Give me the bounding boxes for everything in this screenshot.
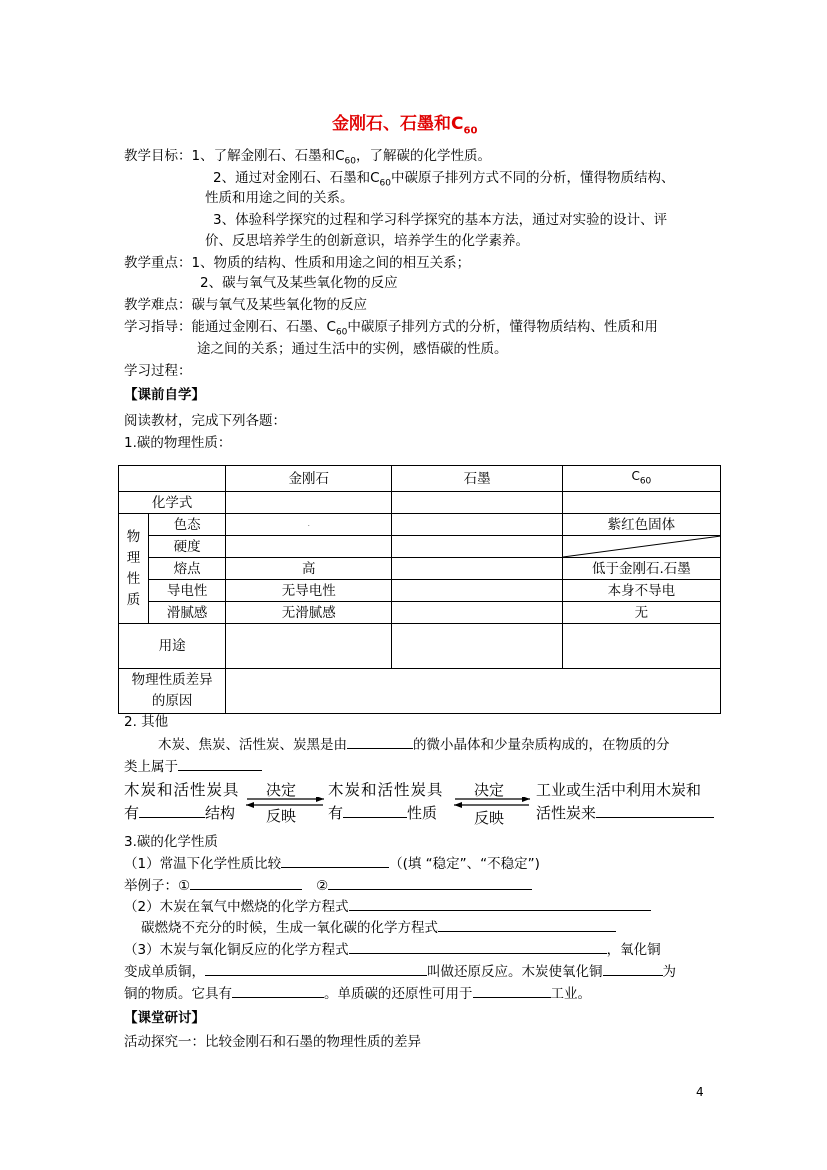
table-header-row xyxy=(119,466,721,492)
cell-diamond[interactable]: . xyxy=(226,514,392,536)
question-3-s2a: （2）木炭在氧气中燃烧的化学方程式 xyxy=(124,896,651,917)
question-2-line-2: 类上属于 xyxy=(124,756,262,777)
physical-properties-table xyxy=(118,465,721,714)
cell-blank[interactable] xyxy=(392,624,562,669)
row-label: 硬度 xyxy=(149,536,226,558)
blank-field[interactable] xyxy=(349,939,607,954)
table-row-color xyxy=(119,514,721,536)
keypoints-line-2: 2、碳与氧气及某些氧化物的反应 xyxy=(200,275,398,291)
question-3-s3c: 变成单质铜， 叫做还原反应。木炭使氧化铜 为 xyxy=(124,961,676,982)
question-3-examples: 举例子：① ② xyxy=(124,875,532,896)
cell-c60: 本身不导电 xyxy=(562,580,720,602)
label-decide-2: 决定 xyxy=(474,781,505,799)
cell-graphite[interactable] xyxy=(392,558,562,580)
blank-field[interactable] xyxy=(603,961,663,976)
cell-c60-struck xyxy=(562,536,720,558)
objectives-line-2: 2、通过对金刚石、石墨和$C_{60}$中碳原子排列方式不同的分析，懂得物质结构、 xyxy=(213,170,675,189)
table-row-slipperiness xyxy=(119,602,721,624)
keypoints-line-1: 教学重点：1、物质的结构、性质和用途之间的相互关系； xyxy=(124,255,471,271)
blank-field[interactable] xyxy=(343,803,407,818)
cell-blank[interactable] xyxy=(562,624,720,669)
header-diamond: 金刚石 xyxy=(226,466,392,492)
blank-field[interactable] xyxy=(347,734,413,749)
cell-blank[interactable] xyxy=(226,624,392,669)
cell-blank[interactable] xyxy=(392,492,562,514)
row-label-reason: 物理性质差异 的原因 xyxy=(119,669,226,714)
table-row-melting xyxy=(119,558,721,580)
question-1: 1.碳的物理性质： xyxy=(124,435,232,451)
flow-use-line-2: 活性炭来 xyxy=(536,803,714,823)
cell-graphite[interactable] xyxy=(392,514,562,536)
objectives-line-5: 价、反思培养学生的创新意识，培养学生的化学素养。 xyxy=(205,233,529,249)
table-corner-cell xyxy=(119,466,226,492)
blank-field[interactable] xyxy=(349,896,651,911)
question-3-s2b: 碳燃烧不充分的时候，生成一氧化碳的化学方程式 xyxy=(141,917,616,938)
flow-property-line-1: 木炭和活性炭具 xyxy=(328,781,444,799)
question-2-line-1: 木炭、焦炭、活性炭、炭黑是由 的微小晶体和少量杂质构成的，在物质的分 xyxy=(158,734,670,755)
cell-c60: 低于金刚石.石墨 xyxy=(562,558,720,580)
cell-graphite[interactable] xyxy=(392,536,562,558)
process-label: 学习过程： xyxy=(124,363,192,379)
blank-field[interactable] xyxy=(328,875,532,890)
question-3-s3f: 铜的物质。它具有 。单质碳的还原性可用于 工业。 xyxy=(124,983,591,1004)
flow-structure-line-1: 木炭和活性炭具 xyxy=(124,781,240,799)
label-decide-1: 决定 xyxy=(266,781,297,799)
blank-field[interactable] xyxy=(205,961,427,976)
blank-field[interactable] xyxy=(190,875,302,890)
section-self-study: 【课前自学】 xyxy=(124,387,205,403)
guidance-line-1: 学习指导：能通过金刚石、石墨、$C_{60}$中碳原子排列方式的分析，懂得物质结构、性质和用 xyxy=(124,319,658,338)
table-row-conductivity xyxy=(119,580,721,602)
guidance-line-2: 途之间的关系；通过生活中的实例，感悟碳的性质。 xyxy=(197,341,508,357)
objectives-line-1: 教学目标：1、了解金刚石、石墨和$C_{60}$，了解碳的化学性质。 xyxy=(124,148,491,167)
label-reflect-1: 反映 xyxy=(266,807,297,825)
flow-use-line-1: 工业或生活中利用木炭和 xyxy=(536,781,702,799)
row-label: 熔点 xyxy=(149,558,226,580)
cell-blank[interactable] xyxy=(562,492,720,514)
reading-instruction: 阅读教材，完成下列各题： xyxy=(124,413,286,429)
blank-field[interactable] xyxy=(281,853,389,868)
cell-c60: 无 xyxy=(562,602,720,624)
cell-diamond: 高 xyxy=(226,558,392,580)
row-label: 导电性 xyxy=(149,580,226,602)
cell-diamond: 无滑腻感 xyxy=(226,602,392,624)
table-row-use xyxy=(119,624,721,669)
table-row-hardness xyxy=(119,536,721,558)
header-graphite: 石墨 xyxy=(392,466,562,492)
blank-field[interactable] xyxy=(596,803,714,818)
question-2-label: 2. 其他 xyxy=(124,714,169,730)
cell-blank[interactable] xyxy=(226,492,392,514)
row-label-use: 用途 xyxy=(119,624,226,669)
label-reflect-2: 反映 xyxy=(474,809,505,827)
table-row-formula xyxy=(119,492,721,514)
flow-property-line-2: 有 性质 xyxy=(328,804,438,822)
cell-diamond: 无导电性 xyxy=(226,580,392,602)
activity-1: 活动探究一：比较金刚石和石墨的物理性质的差异 xyxy=(124,1034,421,1050)
row-label-formula: 化学式 xyxy=(119,492,226,514)
flow-structure-line-2: 有 结构 xyxy=(124,804,236,822)
objectives-line-4: 3、体验科学探究的过程和学习科学探究的基本方法，通过对实验的设计、评 xyxy=(213,212,668,228)
cell-graphite[interactable] xyxy=(392,602,562,624)
question-3-s3a: （3）木炭与氧化铜反应的化学方程式 ，氧化铜 xyxy=(124,939,661,960)
cell-blank-reason[interactable] xyxy=(226,669,721,714)
question-3-s1: （1）常温下化学性质比较 （(填 “稳定”、“不稳定”) xyxy=(124,853,540,874)
blank-field[interactable] xyxy=(438,917,616,932)
section-classroom-study: 【课堂研讨】 xyxy=(124,1010,205,1026)
row-label: 滑腻感 xyxy=(149,602,226,624)
page-title: 金刚石、石墨和$C_{60}$ xyxy=(332,114,478,137)
header-c60: $C_{60}$ xyxy=(562,466,720,492)
cell-c60: 紫红色固体 xyxy=(562,514,720,536)
diagonal-strike-line xyxy=(563,536,721,557)
blank-field[interactable] xyxy=(232,983,324,998)
blank-field[interactable] xyxy=(139,803,205,818)
question-3-label: 3.碳的化学性质 xyxy=(124,834,218,850)
difficulty-line: 教学难点：碳与氧气及某些氧化物的反应 xyxy=(124,297,367,313)
row-label: 色态 xyxy=(149,514,226,536)
cell-diamond[interactable] xyxy=(226,536,392,558)
physical-group-label: 物 理 性 质 xyxy=(119,514,149,624)
objectives-line-3: 性质和用途之间的关系。 xyxy=(205,190,354,206)
blank-field[interactable] xyxy=(473,983,551,998)
blank-field[interactable] xyxy=(178,756,262,771)
page-number: 4 xyxy=(696,1085,704,1099)
cell-graphite[interactable] xyxy=(392,580,562,602)
table-row-reason xyxy=(119,669,721,714)
